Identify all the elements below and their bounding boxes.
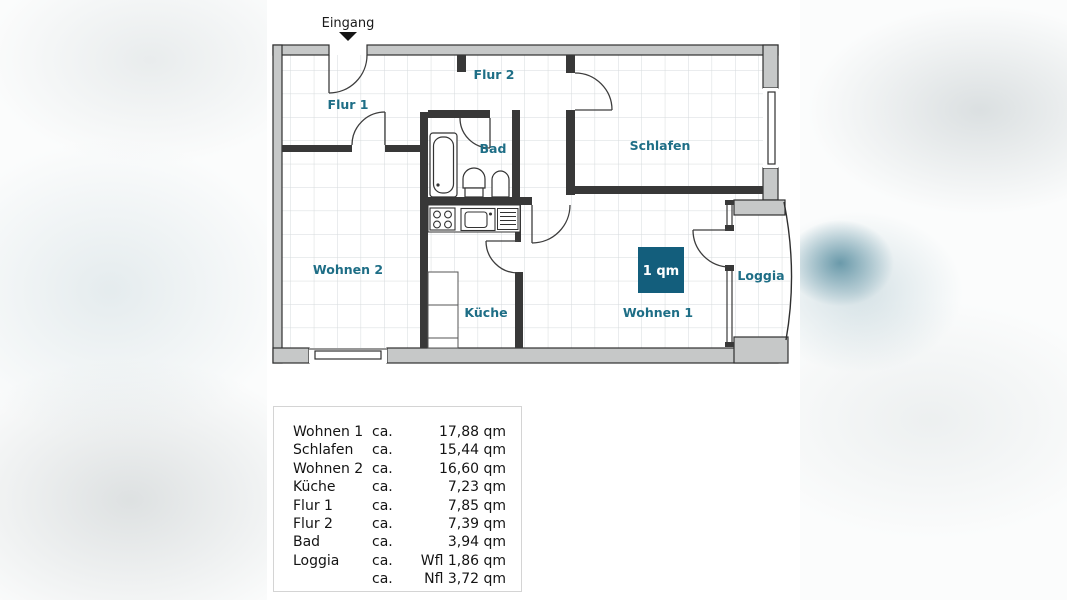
ca-label: ca. [372, 497, 393, 514]
ca-label: ca. [372, 442, 393, 459]
room-label-schlafen: Schlafen [629, 138, 691, 153]
table-row [293, 460, 521, 478]
window-wohnen2 [309, 348, 387, 363]
table-row [293, 497, 521, 515]
floor-plan [267, 0, 800, 380]
ca-label: ca. [372, 460, 393, 477]
kitchen-sink-icon [461, 209, 495, 231]
kitchen-cabinets [428, 272, 458, 348]
area-value: 7,23 qm [447, 479, 506, 496]
window-schlafen [763, 88, 778, 168]
entrance-arrow-icon [339, 32, 357, 41]
drainboard-icon [498, 209, 519, 230]
ca-label: ca. [372, 424, 393, 440]
area-value: Wfl 1,86 qm [420, 552, 506, 569]
area-value: 7,85 qm [447, 497, 506, 514]
bathtub-icon [430, 133, 457, 197]
room-label-loggia: Loggia [737, 268, 785, 283]
ca-label: ca. [372, 571, 393, 588]
table-row [293, 423, 521, 441]
table-row [293, 552, 521, 570]
scale-marker-label: 1 qm [642, 264, 680, 279]
ca-label: ca. [372, 479, 393, 496]
area-value: 16,60 qm [438, 460, 506, 477]
room-label-flur2: Flur 2 [473, 67, 515, 82]
table-row [293, 533, 521, 551]
room-label-kueche: Küche [464, 305, 508, 320]
washbasin-icon [492, 171, 509, 197]
area-value: Nfl 3,72 qm [424, 571, 506, 588]
room-name: Flur 2 [293, 516, 333, 533]
room-name: Wohnen 1 [293, 424, 364, 440]
room-name: Wohnen 2 [293, 460, 364, 477]
kitchen-counter [428, 205, 520, 232]
toilet-icon [463, 168, 485, 197]
table-row [293, 515, 521, 533]
content-panel [267, 0, 800, 600]
ca-label: ca. [372, 534, 393, 551]
room-label-flur1: Flur 1 [327, 97, 369, 112]
ca-label: ca. [372, 552, 393, 569]
room-label-wohnen2: Wohnen 2 [312, 262, 384, 277]
area-table [273, 406, 522, 592]
table-row [293, 441, 521, 459]
room-name: Küche [293, 479, 336, 496]
scale-marker [638, 247, 684, 293]
area-value: 15,44 qm [438, 442, 506, 459]
table-row [293, 570, 521, 588]
room-name: Schlafen [293, 442, 354, 459]
room-name: Loggia [293, 552, 340, 569]
room-label-wohnen1: Wohnen 1 [622, 305, 694, 320]
stove-icon [430, 208, 455, 230]
area-value: 7,39 qm [447, 516, 506, 533]
room-label-bad: Bad [479, 141, 507, 156]
area-value: 3,94 qm [447, 534, 506, 551]
area-value: 17,88 qm [438, 424, 506, 440]
entrance-label: Eingang [321, 16, 375, 31]
room-name [293, 570, 372, 588]
room-name: Flur 1 [293, 497, 333, 514]
ca-label: ca. [372, 516, 393, 533]
room-name: Bad [293, 534, 321, 551]
table-row [293, 478, 521, 496]
